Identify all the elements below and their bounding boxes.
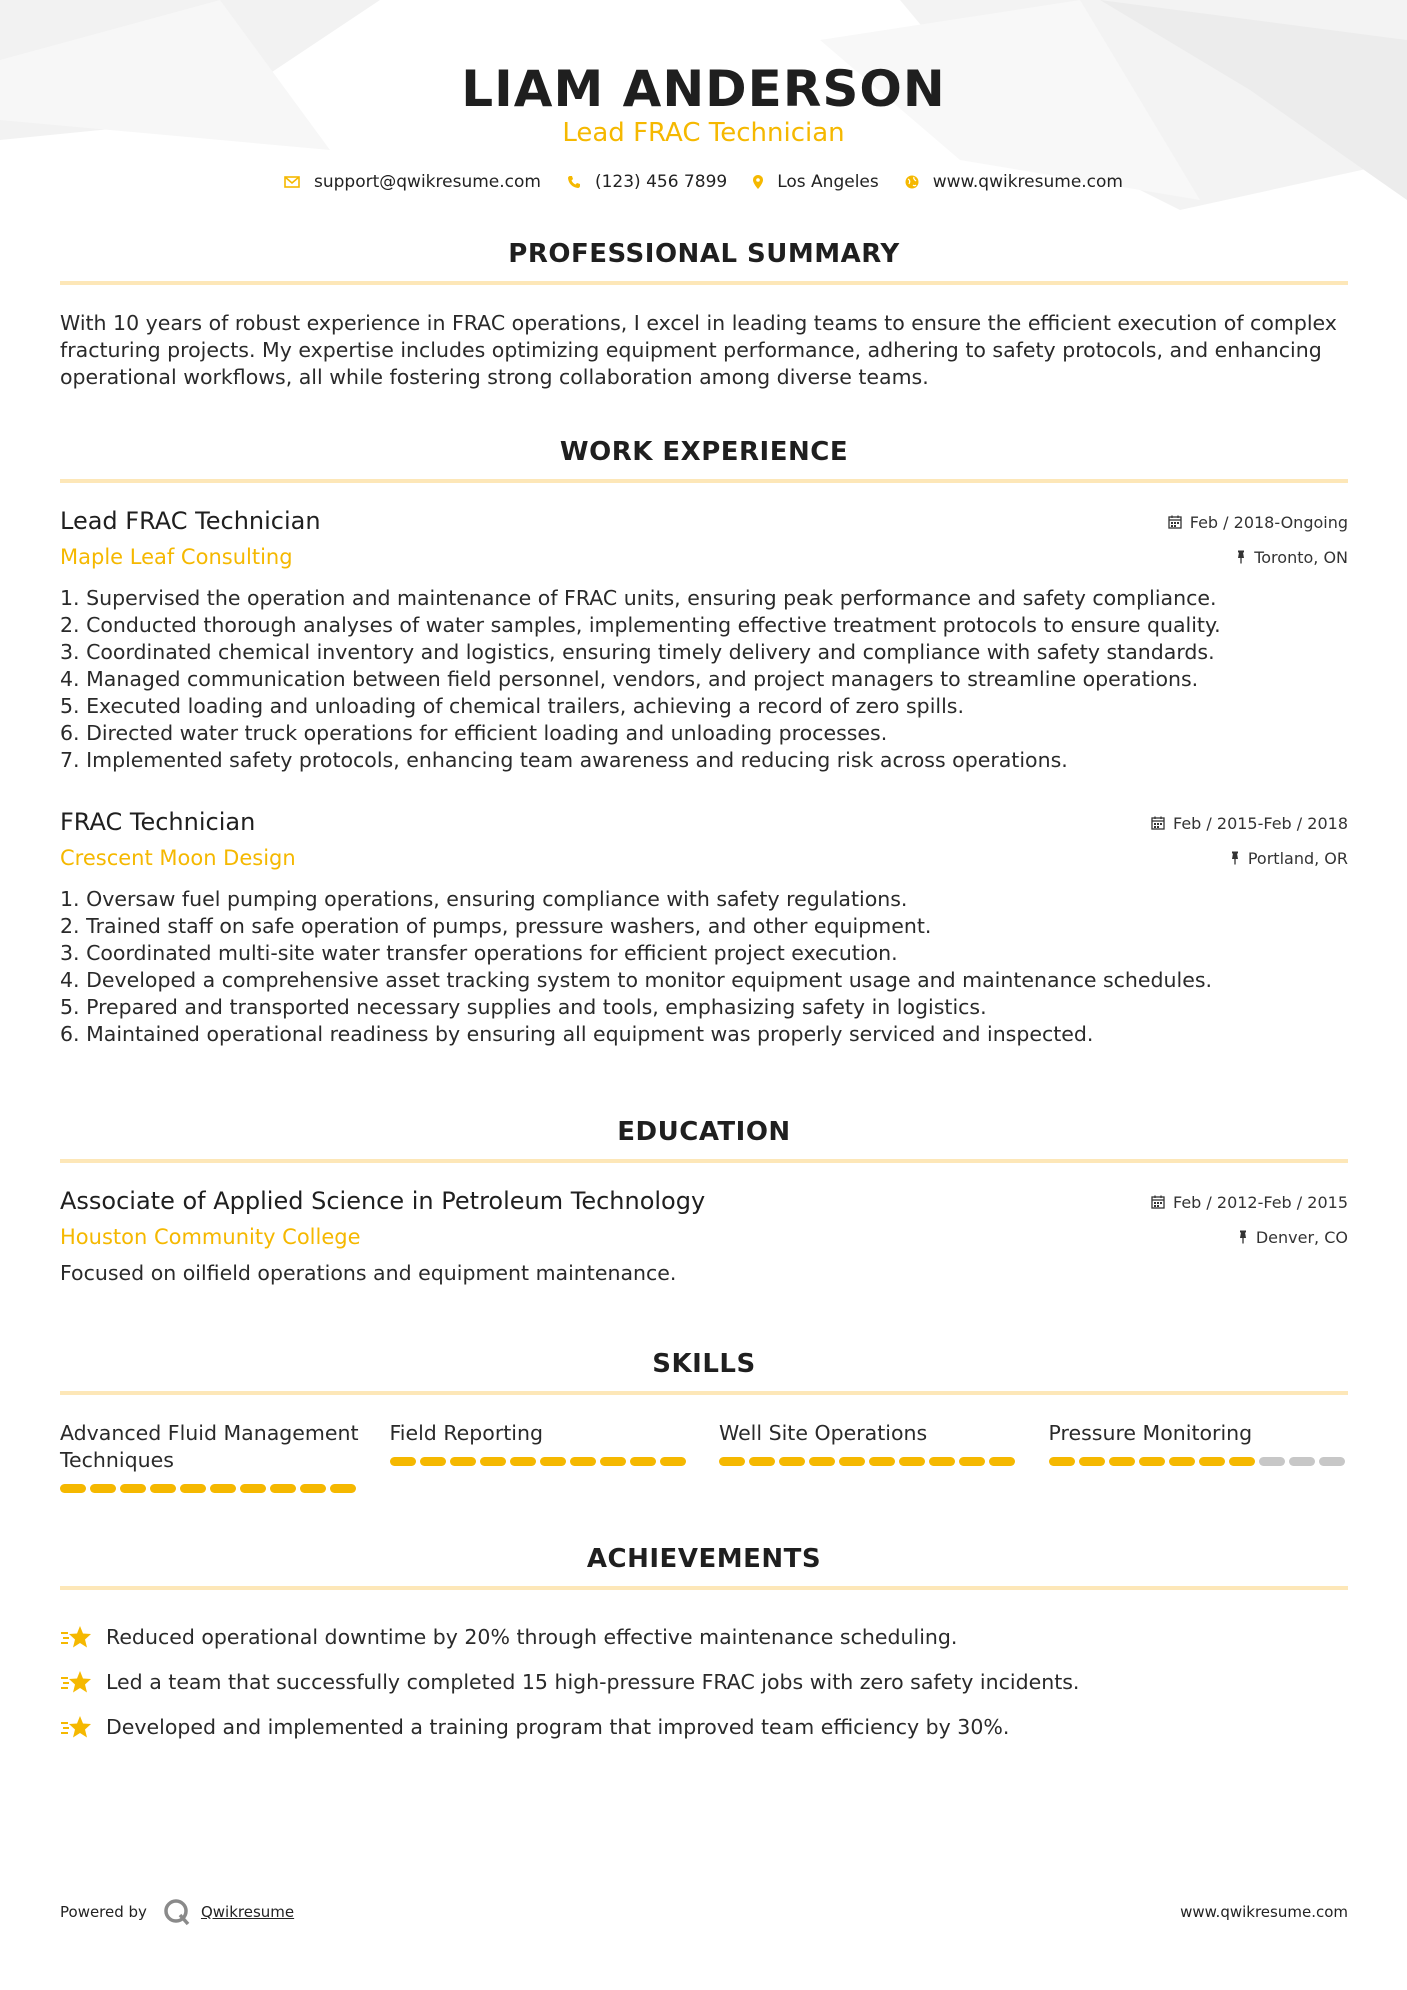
rating-dot-empty <box>1319 1457 1345 1466</box>
candidate-name: LIAM ANDERSON <box>461 60 946 118</box>
rating-dot-filled <box>510 1457 536 1466</box>
skill-name: Advanced Fluid Management Techniques <box>60 1421 359 1472</box>
achievements-list <box>60 1614 1348 1749</box>
achievements-section-header <box>60 1544 1348 1590</box>
section-divider <box>60 1586 1348 1590</box>
job-location <box>1230 846 1348 870</box>
job-entry <box>60 507 1348 774</box>
skill-item <box>390 1420 690 1493</box>
footer <box>60 1898 1348 1926</box>
envelope-icon <box>284 176 300 188</box>
rating-dot-filled <box>300 1484 326 1493</box>
degree-title: Associate of Applied Science in Petroleum Technology <box>60 1187 706 1215</box>
list-item <box>60 1704 1348 1749</box>
skills-grid <box>60 1420 1348 1493</box>
job-bullets <box>60 886 1348 1048</box>
experience-section-header <box>60 437 1348 483</box>
rating-dot-filled <box>450 1457 476 1466</box>
list-item: 2. Trained staff on safe operation of pumps, pressure washers, and other equipment. <box>60 914 932 938</box>
rating-dot-filled <box>60 1484 86 1493</box>
rating-dot-filled <box>779 1457 805 1466</box>
education-section-header <box>60 1117 1348 1163</box>
rating-dot-filled <box>1169 1457 1195 1466</box>
rating-dot-filled <box>1199 1457 1225 1466</box>
phone-icon <box>567 175 581 189</box>
education-location-text: Denver, CO <box>1255 1227 1348 1247</box>
pushpin-icon <box>1236 550 1246 564</box>
rating-dot-filled <box>749 1457 775 1466</box>
achievement-text: Developed and implemented a training program that improved team efficiency by 30%. <box>106 1714 1010 1739</box>
map-pin-icon <box>753 175 763 189</box>
education-dates-text: Feb / 2012-Feb / 2015 <box>1173 1192 1348 1212</box>
rating-dot-filled <box>420 1457 446 1466</box>
job-location <box>1236 545 1348 569</box>
contact-email-text: support@qwikresume.com <box>314 172 541 192</box>
rating-dot-filled <box>1229 1457 1255 1466</box>
summary-section-header <box>60 239 1348 285</box>
rating-dot-filled <box>570 1457 596 1466</box>
achievement-text: Led a team that successfully completed 15 high-pressure FRAC jobs with zero safety incidents. <box>106 1669 1080 1694</box>
list-item: 1. Oversaw fuel pumping operations, ensuring compliance with safety regulations. <box>60 887 908 911</box>
rating-dot-filled <box>180 1484 206 1493</box>
rating-dot-filled <box>540 1457 566 1466</box>
skill-name: Well Site Operations <box>719 1421 928 1445</box>
section-divider <box>60 1159 1348 1163</box>
calendar-icon <box>1151 1195 1165 1209</box>
job-title: FRAC Technician <box>60 808 256 836</box>
skill-name: Pressure Monitoring <box>1048 1421 1253 1445</box>
job-bullets <box>60 585 1348 774</box>
star-icon <box>60 1624 92 1650</box>
list-item: 6. Maintained operational readiness by ensuring all equipment was properly serviced and inspected. <box>60 1022 1094 1046</box>
section-divider <box>60 1391 1348 1395</box>
contact-phone-text: (123) 456 7899 <box>594 172 728 192</box>
summary-heading: PROFESSIONAL SUMMARY <box>508 239 900 269</box>
contact-email[interactable] <box>284 172 541 192</box>
qwikresume-logo-icon <box>163 1898 191 1926</box>
education-entry <box>60 1187 1348 1285</box>
achievements-heading: ACHIEVEMENTS <box>586 1544 822 1574</box>
job-title: Lead FRAC Technician <box>60 507 321 535</box>
skill-item <box>60 1420 360 1493</box>
rating-dot-filled <box>719 1457 745 1466</box>
rating-dot-filled <box>120 1484 146 1493</box>
star-icon <box>60 1669 92 1695</box>
rating-dot-filled <box>390 1457 416 1466</box>
experience-heading: WORK EXPERIENCE <box>559 437 849 467</box>
list-item: 5. Prepared and transported necessary supplies and tools, emphasizing safety in logistics. <box>60 995 987 1019</box>
calendar-icon <box>1168 515 1182 529</box>
section-divider <box>60 281 1348 285</box>
list-item: 4. Developed a comprehensive asset tracking system to monitor equipment usage and maintenance schedules. <box>60 968 1213 992</box>
achievement-text: Reduced operational downtime by 20% through effective maintenance scheduling. <box>106 1624 958 1649</box>
list-item: 6. Directed water truck operations for efficient loading and unloading processes. <box>60 721 888 745</box>
skill-name: Field Reporting <box>389 1421 543 1445</box>
list-item: 1. Supervised the operation and maintenance of FRAC units, ensuring peak performance and safety compliance. <box>60 586 1217 610</box>
list-item: 7. Implemented safety protocols, enhancing team awareness and reducing risk across operations. <box>60 748 1068 772</box>
rating-dot-filled <box>959 1457 985 1466</box>
rating-dot-filled <box>899 1457 925 1466</box>
list-item <box>60 1614 1348 1659</box>
section-divider <box>60 479 1348 483</box>
candidate-title: Lead FRAC Technician <box>562 118 845 148</box>
contact-website-text: www.qwikresume.com <box>932 172 1123 192</box>
summary-text: With 10 years of robust experience in FRAC operations, I excel in leading teams to ensure the efficient execution of complex fracturing projects. My expertise includes optimizing equipment performance, adhering to safety protocols, and enhancing operational workflows, all while fostering strong collaboration among diverse teams. <box>60 311 1337 389</box>
list-item <box>60 1659 1348 1704</box>
rating-dot-filled <box>210 1484 236 1493</box>
rating-dot-filled <box>1049 1457 1075 1466</box>
job-dates-text: Feb / 2015-Feb / 2018 <box>1173 813 1348 833</box>
star-icon <box>60 1714 92 1740</box>
education-description: Focused on oilfield operations and equipment maintenance. <box>60 1261 677 1285</box>
contact-website[interactable] <box>905 172 1123 192</box>
list-item: 4. Managed communication between field personnel, vendors, and project managers to streamline operations. <box>60 667 1199 691</box>
rating-dot-filled <box>240 1484 266 1493</box>
brand-link[interactable]: Qwikresume <box>200 1903 295 1921</box>
skill-rating <box>390 1457 690 1466</box>
globe-icon <box>905 175 919 189</box>
rating-dot-filled <box>330 1484 356 1493</box>
rating-dot-filled <box>1109 1457 1135 1466</box>
rating-dot-filled <box>480 1457 506 1466</box>
list-item: 3. Coordinated chemical inventory and logistics, ensuring timely delivery and compliance with safety standards. <box>60 640 1215 664</box>
rating-dot-empty <box>1289 1457 1315 1466</box>
rating-dot-filled <box>90 1484 116 1493</box>
rating-dot-filled <box>1139 1457 1165 1466</box>
skill-rating <box>60 1484 360 1493</box>
skill-rating <box>719 1457 1019 1466</box>
skill-item <box>1049 1420 1349 1493</box>
contact-location-text: Los Angeles <box>777 172 879 192</box>
powered-by-label: Powered by <box>60 1903 147 1921</box>
contact-phone[interactable] <box>567 172 727 192</box>
rating-dot-filled <box>929 1457 955 1466</box>
company-name: Crescent Moon Design <box>60 846 296 870</box>
rating-dot-filled <box>660 1457 686 1466</box>
contact-location <box>753 172 879 192</box>
rating-dot-filled <box>600 1457 626 1466</box>
rating-dot-filled <box>869 1457 895 1466</box>
education-dates <box>1151 1193 1348 1212</box>
job-dates <box>1151 814 1348 833</box>
footer-website[interactable]: www.qwikresume.com <box>1180 1903 1348 1921</box>
list-item: 2. Conducted thorough analyses of water samples, implementing effective treatment protocols to ensure quality. <box>60 613 1221 637</box>
contact-bar <box>0 172 1407 192</box>
rating-dot-empty <box>1259 1457 1285 1466</box>
pushpin-icon <box>1230 851 1240 865</box>
calendar-icon <box>1151 816 1165 830</box>
rating-dot-filled <box>1079 1457 1105 1466</box>
job-dates <box>1168 513 1348 532</box>
skill-rating <box>1049 1457 1349 1466</box>
job-location-text: Toronto, ON <box>1254 547 1348 567</box>
list-item: 3. Coordinated multi-site water transfer operations for efficient project execution. <box>60 941 898 965</box>
company-name: Maple Leaf Consulting <box>60 545 293 569</box>
job-entry <box>60 808 1348 1048</box>
rating-dot-filled <box>270 1484 296 1493</box>
education-heading: EDUCATION <box>617 1117 791 1147</box>
job-location-text: Portland, OR <box>1247 848 1348 868</box>
powered-by <box>60 1898 294 1926</box>
education-location <box>1238 1225 1348 1249</box>
rating-dot-filled <box>630 1457 656 1466</box>
skills-section-header <box>60 1349 1348 1395</box>
list-item: 5. Executed loading and unloading of chemical trailers, achieving a record of zero spills. <box>60 694 964 718</box>
job-dates-text: Feb / 2018-Ongoing <box>1189 512 1348 532</box>
skills-heading: SKILLS <box>652 1349 756 1379</box>
skill-item <box>719 1420 1019 1493</box>
rating-dot-filled <box>839 1457 865 1466</box>
rating-dot-filled <box>989 1457 1015 1466</box>
rating-dot-filled <box>150 1484 176 1493</box>
pushpin-icon <box>1238 1230 1248 1244</box>
rating-dot-filled <box>809 1457 835 1466</box>
school-name: Houston Community College <box>60 1225 361 1249</box>
